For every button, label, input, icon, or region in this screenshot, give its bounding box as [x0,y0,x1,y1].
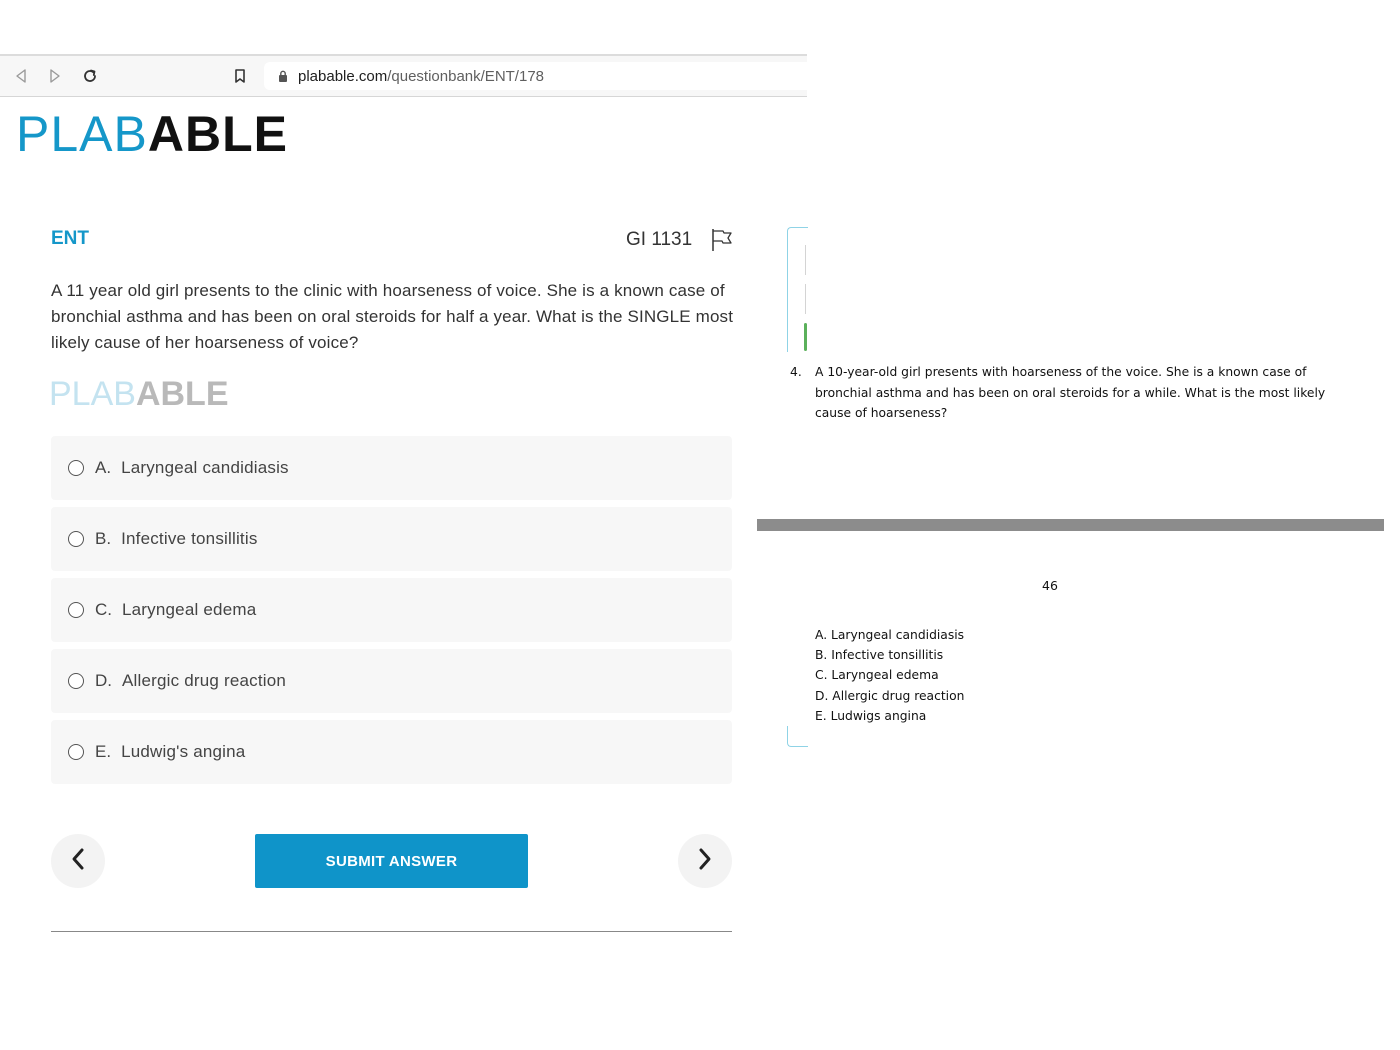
pdf-question-text: A 10-year-old girl presents with hoarseness of the voice. She is a known case of bronchial asthma and has been on oral steroids for a while. What is the most likely cause of hoarseness? [815,365,1326,420]
option-text: Infective tonsillitis [121,529,258,548]
chevron-right-icon [697,847,713,876]
plabable-watermark [49,374,229,414]
logo-part-1: PLAB [16,106,148,162]
pdf-page-number: 46 [1042,578,1058,593]
cropped-field [805,284,809,314]
answer-option-d[interactable] [51,649,732,713]
question-category: ENT [51,228,89,249]
address-bar[interactable] [264,62,807,90]
cropped-field [805,245,809,275]
answer-option-c[interactable] [51,578,732,642]
pdf-option: D. Allergic drug reaction [815,688,965,703]
option-letter: B. [95,529,112,548]
watermark-part-1: PLAB [49,375,136,413]
watermark-part-2: ABLE [135,375,229,413]
radio-button[interactable] [68,673,84,689]
option-text: Laryngeal edema [122,600,257,619]
option-text: Laryngeal candidiasis [121,458,289,477]
bookmark-icon[interactable] [228,64,252,88]
pdf-question-number: 4. [790,365,802,379]
option-text: Ludwig's angina [121,742,246,761]
radio-button[interactable] [68,602,84,618]
option-text: Allergic drug reaction [122,671,287,690]
pdf-option: C. Laryngeal edema [815,668,939,683]
cropped-panel-edge-bottom [787,726,808,747]
pdf-option: A. Laryngeal candidiasis [815,628,965,642]
radio-button[interactable] [68,744,84,760]
pdf-page-divider [757,519,1384,531]
pdf-options-list [815,625,964,726]
bottom-divider [51,931,732,932]
answer-option-a[interactable] [51,436,732,500]
plabable-logo[interactable] [16,105,288,163]
radio-button[interactable] [68,531,84,547]
flag-icon[interactable] [709,227,735,253]
option-letter: D. [95,671,112,690]
next-question-button[interactable] [678,834,732,888]
url-path: /questionbank/ENT/178 [387,67,545,85]
chevron-left-icon [70,847,86,876]
previous-question-button[interactable] [51,834,105,888]
browser-toolbar [0,56,807,97]
lock-icon [278,70,288,82]
question-id: GI 1131 [626,229,693,250]
option-letter: E. [95,742,112,761]
logo-part-2: ABLE [147,106,288,162]
option-letter: C. [95,600,112,619]
reload-icon[interactable] [78,64,102,88]
back-arrow-icon[interactable] [9,64,33,88]
cropped-selection-indicator [804,323,807,351]
question-text: A 11 year old girl presents to the clinic with hoarseness of voice. She is a known case of bronchial asthma and has been on oral steroids for half a year. What is the SINGLE most likely cause of her hoarseness of voice? [51,281,734,352]
pdf-option: B. Infective tonsillitis [815,648,944,663]
radio-button[interactable] [68,460,84,476]
answer-option-e[interactable] [51,720,732,784]
answer-option-b[interactable] [51,507,732,571]
pdf-question [790,362,1350,424]
option-letter: A. [95,458,112,477]
url-host: plabable.com [298,67,388,85]
pdf-option: E. Ludwigs angina [815,708,927,723]
forward-arrow-icon[interactable] [43,64,67,88]
submit-answer-button[interactable]: SUBMIT ANSWER [255,834,528,888]
